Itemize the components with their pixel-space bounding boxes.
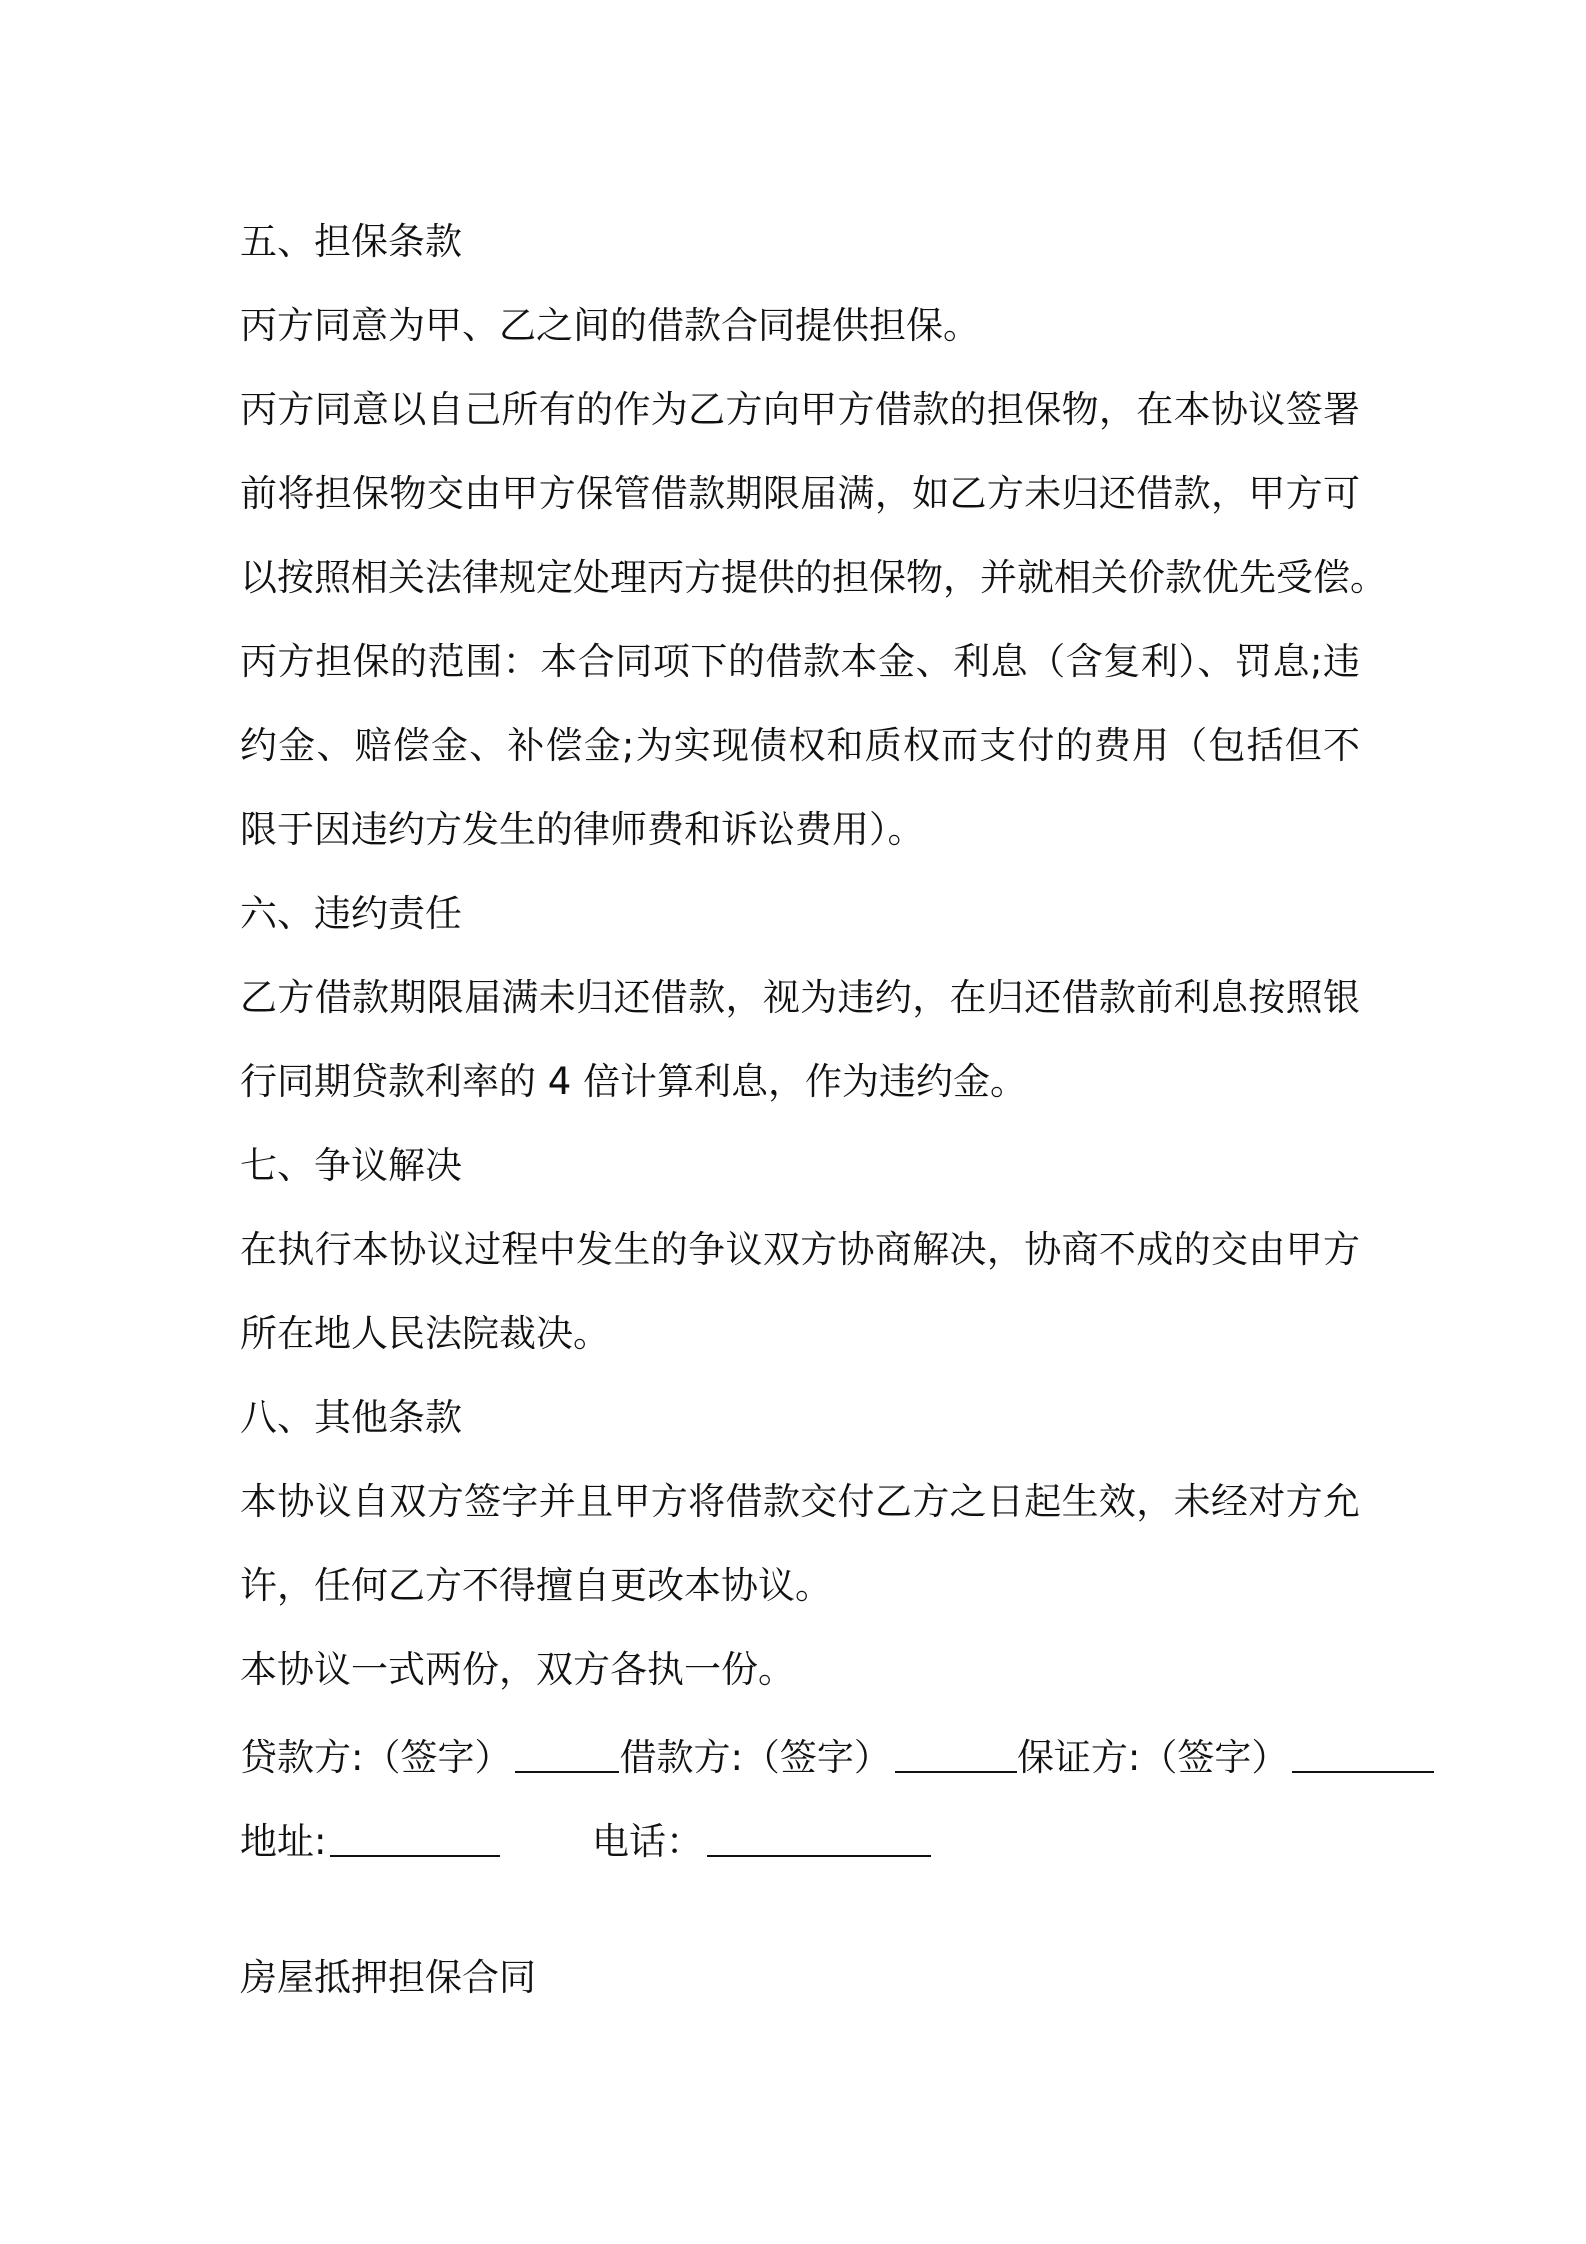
phone-label: 电话： xyxy=(592,1820,703,1863)
address-blank[interactable] xyxy=(330,1819,500,1857)
paragraph-liability-line-1: 乙方借款期限届满未归还借款，视为违约，在归还借款前利息按照银 xyxy=(240,976,1360,1019)
paragraph-scope-line-1: 丙方担保的范围：本合同项下的借款本金、利息（含复利）、罚息;违 xyxy=(240,640,1360,683)
borrower-signature-label: 借款方:（签字） xyxy=(619,1736,891,1779)
paragraph-effect-line-2: 许，任何乙方不得擅自更改本协议。 xyxy=(240,1564,832,1607)
paragraph-copies: 本协议一式两份，双方各执一份。 xyxy=(240,1648,795,1691)
guarantor-signature-label: 保证方:（签字） xyxy=(1016,1736,1289,1779)
borrower-signature xyxy=(619,1727,1016,1781)
lender-signature-blank[interactable] xyxy=(515,1735,619,1773)
paragraph-collateral-line-3: 以按照相关法律规定处理丙方提供的担保物，并就相关价款优先受偿。 xyxy=(240,556,1387,599)
lender-signature-label: 贷款方:（签字） xyxy=(240,1736,512,1779)
paragraph-dispute-line-2: 所在地人民法院裁决。 xyxy=(240,1312,610,1355)
phone-blank[interactable] xyxy=(707,1819,931,1857)
paragraph-scope-line-2: 约金、赔偿金、补偿金;为实现债权和质权而支付的费用（包括但不 xyxy=(240,724,1360,767)
section-heading-guarantee: 五、担保条款 xyxy=(240,220,462,263)
paragraph-guarantee-intro: 丙方同意为甲、乙之间的借款合同提供担保。 xyxy=(240,304,980,347)
guarantor-signature-blank[interactable] xyxy=(1292,1735,1434,1773)
signature-row xyxy=(240,1712,1360,1796)
paragraph-dispute-line-1: 在执行本协议过程中发生的争议双方协商解决，协商不成的交由甲方 xyxy=(240,1228,1360,1271)
section-heading-other: 八、其他条款 xyxy=(240,1396,462,1439)
paragraph-collateral-line-1: 丙方同意以自己所有的作为乙方向甲方借款的担保物，在本协议签署 xyxy=(240,388,1360,431)
borrower-signature-blank[interactable] xyxy=(895,1735,1017,1773)
guarantor-signature xyxy=(1017,1727,1434,1781)
paragraph-scope-line-3: 限于因违约方发生的律师费和诉讼费用）。 xyxy=(240,808,925,851)
spacer xyxy=(240,1880,1360,1936)
address-label: 地址: xyxy=(240,1820,327,1863)
next-document-title: 房屋抵押担保合同 xyxy=(240,1956,536,1999)
section-heading-liability: 六、违约责任 xyxy=(240,892,462,935)
paragraph-collateral-line-2: 前将担保物交由甲方保管借款期限届满，如乙方未归还借款，甲方可 xyxy=(240,472,1360,515)
address-field xyxy=(240,1811,592,1865)
document-body xyxy=(240,200,1387,2020)
section-heading-dispute: 七、争议解决 xyxy=(240,1144,462,1187)
paragraph-liability-line-2: 行同期贷款利率的 4 倍计算利息，作为违约金。 xyxy=(240,1060,1028,1103)
phone-field xyxy=(592,1811,931,1865)
lender-signature xyxy=(240,1727,619,1781)
paragraph-effect-line-1: 本协议自双方签字并且甲方将借款交付乙方之日起生效，未经对方允 xyxy=(240,1480,1360,1523)
contact-row xyxy=(240,1796,1360,1880)
